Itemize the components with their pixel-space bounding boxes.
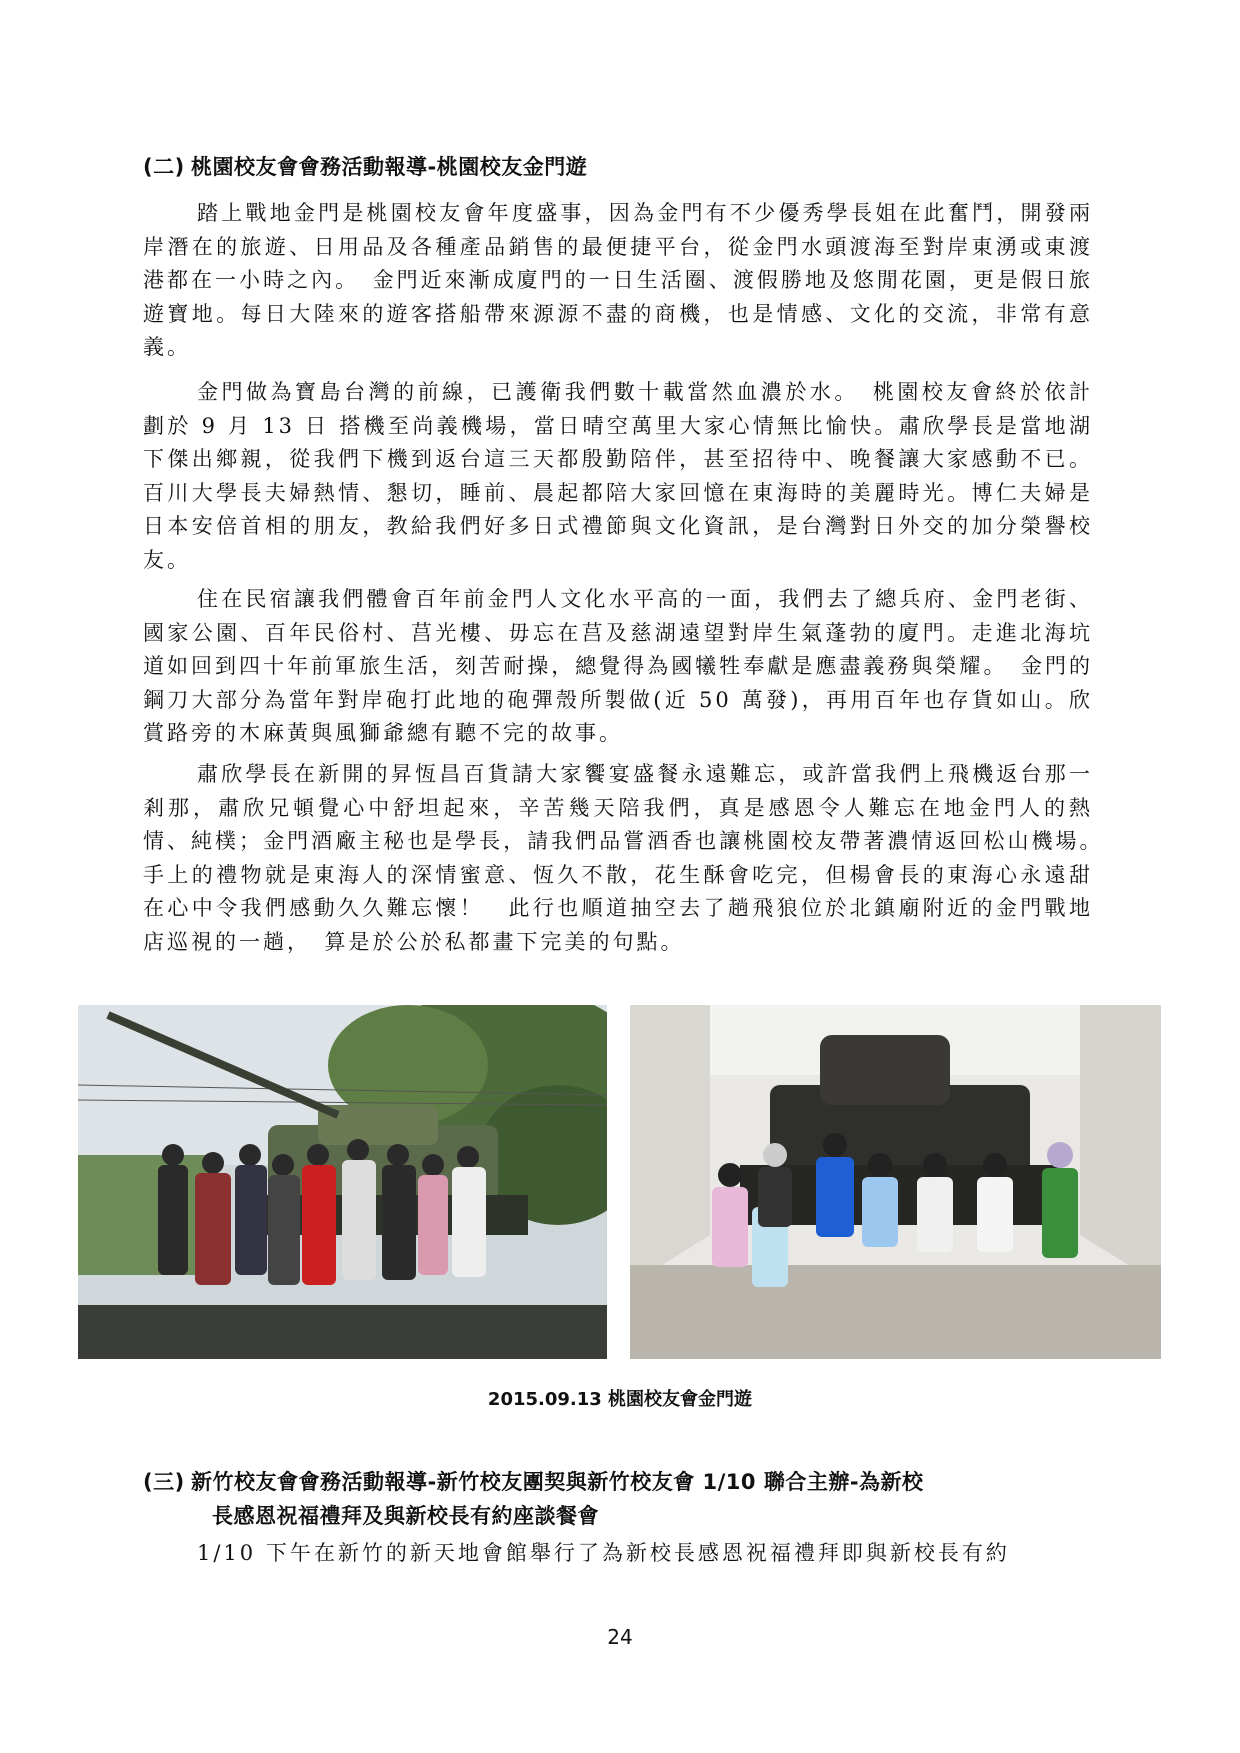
paragraph-4: 肅欣學長在新開的昇恆昌百貨請大家饗宴盛餐永遠難忘，或許當我們上飛機返台那一剎那，肅欣兄頓覺心中舒坦起來，辛苦幾天陪我們，真是感恩令人難忘在地金門人的熱情、純樸；金門酒廠主秘也是學長，請我們品嘗酒香也讓桃園校友帶著濃情返回松山機場。 手上的禮物就是東海人的深情蜜意、恆久不散，花生酥會吃完，但楊會長的東海心永遠甜在心中令我們感動久久難忘懷！ 此行也順道抽空去了趟飛狼位於北鎮廟附近的金門戰地店巡視的一趟， 算是於公於私都畫下完美的句點。 [143,762,1117,954]
section-title-line-1: 新竹校友會會務活動報導-新竹校友團契與新竹校友會 1/10 聯合主辦-為新校 [191,1470,924,1494]
group-photo-tank-shelter [630,1005,1161,1359]
paragraph-2: 金門做為寶島台灣的前線，已護衛我們數十載當然血濃於水。 桃園校友會終於依計劃於 9 月 13 日 搭機至尚義機場，當日晴空萬里大家心情無比愉快。肅欣學長是當地湖下傑出鄉親，從我們下機到返台這三天都殷勤陪伴，甚至招待中、晚餐讓大家感動不已。百川大學長夫婦熱情、懇切，睡前、晨起都陪大家回憶在東海時的美麗時光。博仁夫婦是日本安倍首相的朋友，教給我們好多日式禮節與文化資訊，是台灣對日外交的加分榮譽校友。 [143,380,1093,572]
group-photo-tank-outdoor [78,1005,607,1359]
photo-row [78,1005,1161,1359]
section-number: (二) [143,155,185,179]
section-number: (三) [143,1470,185,1494]
section-title: 桃園校友會會務活動報導-桃園校友金門遊 [191,155,588,179]
paragraph-1: 踏上戰地金門是桃園校友會年度盛事，因為金門有不少優秀學長姐在此奮鬥，開發兩岸潛在的旅遊、日用品及各種產品銷售的最便捷平台，從金門水頭渡海至對岸東湧或東渡港都在一小時之內。 金門近來漸成廈門的一日生活圈、渡假勝地及悠閒花園，更是假日旅遊寶地。每日大陸來的遊客搭船帶來源源不盡的商機，也是情感、文化的交流，非常有意義。 [143,201,1093,359]
section-heading-3 [143,1465,1103,1533]
page-number: 24 [607,1625,633,1649]
paragraph-section-3: 1/10 下午在新竹的新天地會館舉行了為新校長感恩祝福禮拜即與新校長有約 [197,1541,1010,1565]
paragraph-3: 住在民宿讓我們體會百年前金門人文化水平高的一面，我們去了總兵府、金門老街、國家公園、百年民俗村、莒光樓、毋忘在莒及慈湖遠望對岸生氣蓬勃的廈門。走進北海坑道如回到四十年前軍旅生活，刻苦耐操，總覺得為國犧牲奉獻是應盡義務與榮耀。 金門的鋼刀大部分為當年對岸砲打此地的砲彈殼所製做(近 50 萬發)，再用百年也存貨如山。欣賞路旁的木麻黃與風獅爺總有聽不完的故事。 [143,587,1093,745]
photo-caption: 2015.09.13 桃園校友會金門遊 [487,1389,753,1410]
section-heading-2 [143,150,1103,184]
section-title-line-2: 長感恩祝福禮拜及與新校長有約座談餐會 [212,1504,599,1528]
